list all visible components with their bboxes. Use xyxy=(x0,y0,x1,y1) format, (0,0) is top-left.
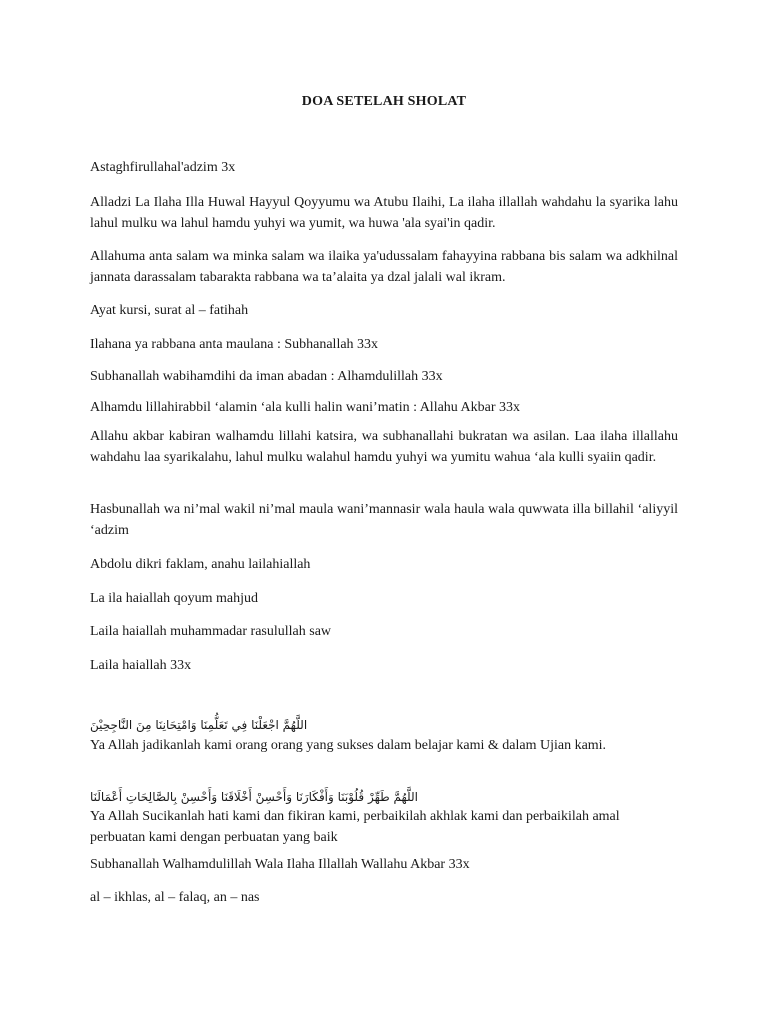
arabic-text-2: اللَّهُمَّ طَهِّرْ قُلُوْبَنَا وَأَفْكَارَنَا وَأَحْسِنْ أَخْلَاقَنَا وَأَحْسِنْ بِالصَّالِحَاتِ أَعْمَالَنَا xyxy=(90,790,418,804)
paragraph-subhanallah: Ilahana ya rabbana anta maulana : Subhanallah 33x xyxy=(90,337,379,352)
paragraph-tasbih-closing: Subhanallah Walhamdulillah Wala Ilaha Illallah Wallahu Akbar 33x xyxy=(90,857,470,872)
paragraph-dikri: Abdolu dikri faklam, anahu lailahiallah xyxy=(90,557,311,572)
paragraph-syahadat: Laila haiallah muhammadar rasulullah saw xyxy=(90,624,332,639)
arabic-text-1: اللَّهُمَّ اجْعَلْنَا فِي تَعَلُّمِنَا وَامْتِحَانِنَا مِنَ النَّاجِحِيْنَ xyxy=(90,718,308,732)
paragraph-allahu-akbar: Alhamdu lillahirabbil ‘alamin ‘ala kulli halin wani’matin : Allahu Akbar 33x xyxy=(90,400,521,415)
paragraph-ayat-kursi: Ayat kursi, surat al – fatihah xyxy=(90,303,249,318)
paragraph-surah-closing: al – ikhlas, al – falaq, an – nas xyxy=(90,890,260,905)
arabic-prayer-2 xyxy=(90,788,678,806)
paragraph-hasbunallah: Hasbunallah wa ni’mal wakil ni’mal maula wani’mannasir wala haula wala quwwata illa billahil ‘aliyyil ‘adzim xyxy=(90,502,678,538)
translation-1: Ya Allah jadikanlah kami orang orang yang sukses dalam belajar kami & dalam Ujian kami. xyxy=(90,738,607,753)
page-title: DOA SETELAH SHOLAT xyxy=(301,94,467,109)
paragraph-alhamdulillah: Subhanallah wabihamdihi da iman abadan : Alhamdulillah 33x xyxy=(90,369,443,384)
paragraph-tahlil: Alladzi La Ilaha Illa Huwal Hayyul Qoyyumu wa Atubu Ilaihi, La ilaha illallah wahdahu la syarika lahu lahul mulku wa lahul hamdu yuhyi wa yumit, wa huwa 'ala syai'in qadir. xyxy=(90,195,678,231)
paragraph-qoyum: La ila haiallah qoyum mahjud xyxy=(90,591,258,606)
translation-2: Ya Allah Sucikanlah hati kami dan fikiran kami, perbaikilah akhlak kami dan perbaikilah amal perbuatan kami dengan perbuatan yang baik xyxy=(90,809,620,845)
paragraph-laila-33x: Laila haiallah 33x xyxy=(90,658,192,673)
arabic-prayer-1 xyxy=(90,716,678,734)
paragraph-istighfar: Astaghfirullahal'adzim 3x xyxy=(90,160,236,175)
paragraph-takbir: Allahu akbar kabiran walhamdu lillahi katsira, wa subhanallahi bukratan wa asilan. Laa ilaha illallahu wahdahu laa syarikalahu, lahul mulku walahul hamdu yuhyi wa yumitu wahua ‘ala kulli syaiin qadir. xyxy=(90,429,678,465)
paragraph-salam: Allahuma anta salam wa minka salam wa ilaika ya'udussalam fahayyina rabbana bis salam wa adkhilnal jannata darassalam tabarakta rabbana wa ta’alaita ya dzal jalali wal ikram. xyxy=(90,249,678,285)
